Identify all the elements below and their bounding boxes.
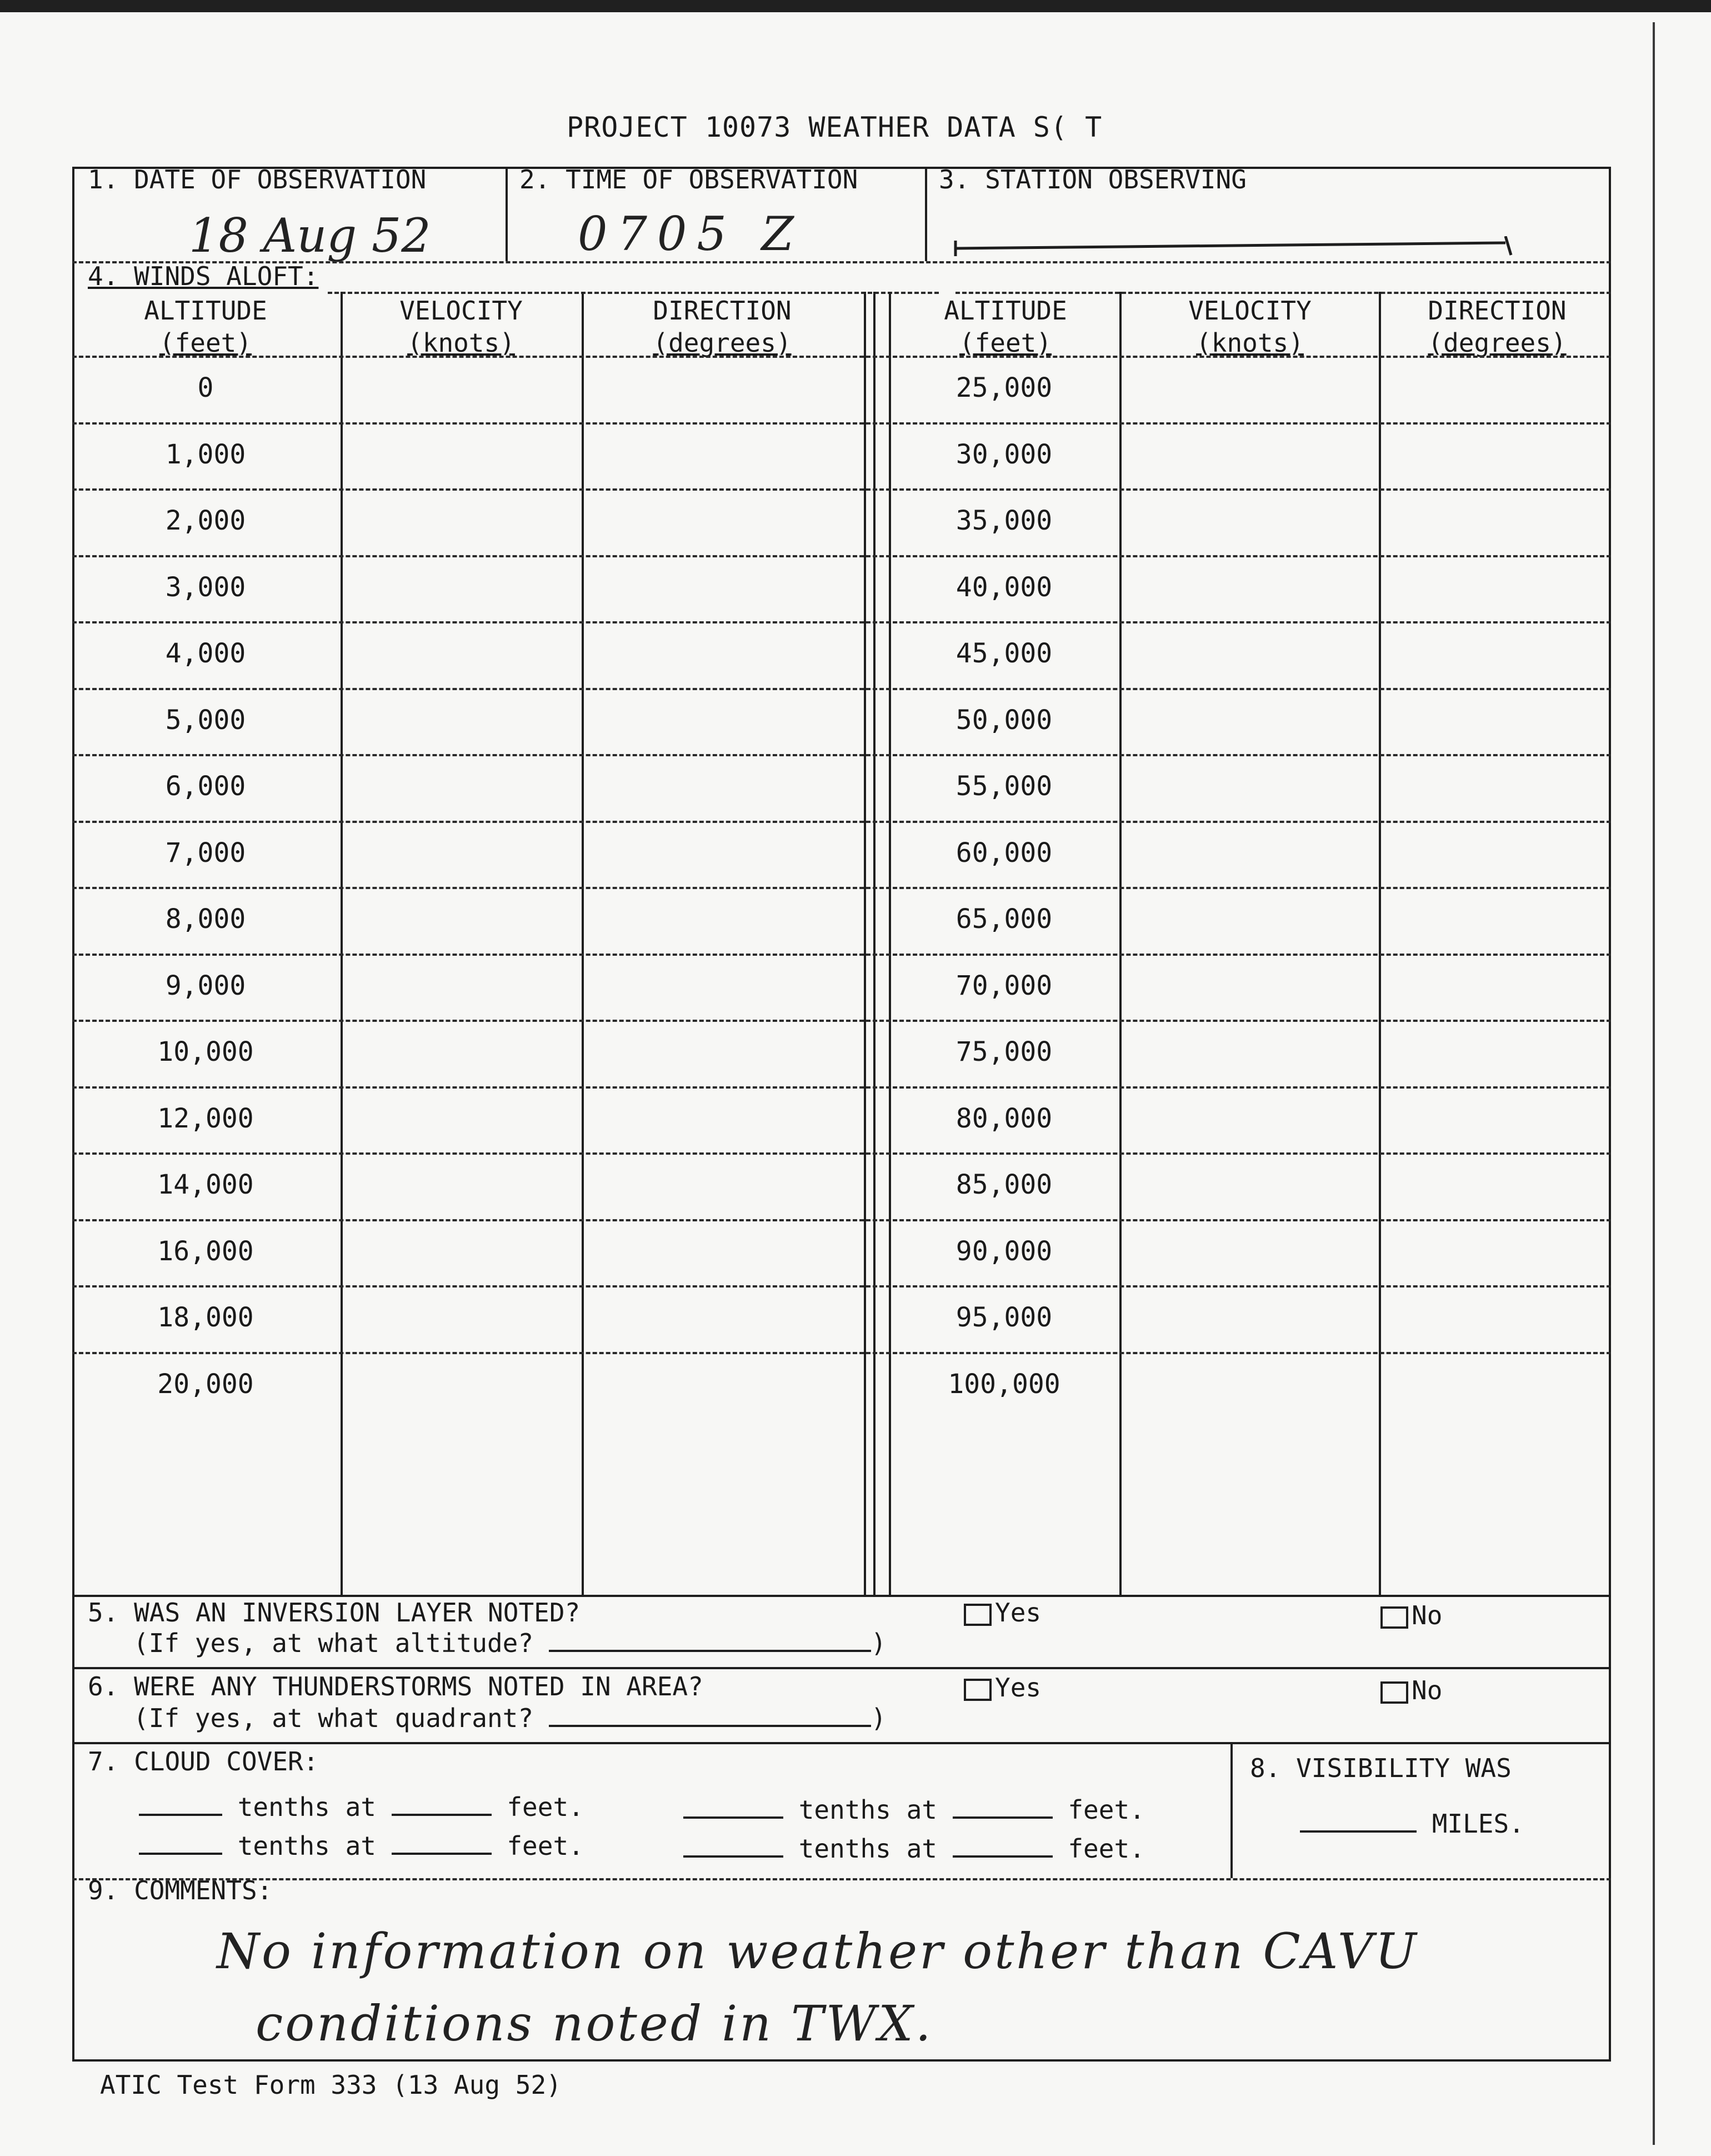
table-row-divider <box>72 1352 1611 1354</box>
right-altitude-cell: 100,000 <box>948 1368 1060 1400</box>
right-altitude-cell: 95,000 <box>955 1302 1053 1333</box>
left-altitude-cell: 3,000 <box>165 571 246 603</box>
table-row-divider <box>72 1219 1611 1221</box>
weather-data-form <box>72 164 1611 2067</box>
table-row-divider <box>72 1020 1611 1022</box>
visibility-label: 8. VISIBILITY WAS <box>1250 1753 1512 1783</box>
right-altitude-unit: (feet) <box>959 328 1052 358</box>
inversion-question: 5. WAS AN INVERSION LAYER NOTED? <box>88 1598 581 1628</box>
table-row-divider <box>72 621 1611 623</box>
left-altitude-header: ALTITUDE <box>144 296 267 326</box>
table-row-divider <box>72 887 1611 889</box>
cloud-row-1-left: tenths at feet. <box>139 1792 584 1822</box>
left-altitude-cell: 7,000 <box>165 837 246 869</box>
left-altitude-cell: 9,000 <box>165 970 246 1001</box>
left-altitude-unit: (feet) <box>159 328 252 358</box>
scan-right-edge <box>1653 22 1655 2145</box>
right-altitude-cell: 80,000 <box>955 1102 1053 1134</box>
right-altitude-cell: 45,000 <box>955 638 1053 669</box>
form-title: PROJECT 10073 WEATHER DATA S( T <box>567 111 1103 143</box>
right-direction-header: DIRECTION <box>1428 296 1567 326</box>
right-altitude-cell: 60,000 <box>955 837 1053 869</box>
left-altitude-cell: 1,000 <box>165 438 246 470</box>
comments-line-1: No information on weather other than CAVU <box>217 1923 1419 1980</box>
right-altitude-cell: 85,000 <box>955 1169 1053 1200</box>
table-row-divider <box>72 422 1611 425</box>
cloud-row-1-right: tenths at feet. <box>683 1795 1145 1825</box>
left-altitude-cell: 0 <box>197 372 214 403</box>
cloud-row-2-left: tenths at feet. <box>139 1831 584 1861</box>
table-row-divider <box>72 356 1611 358</box>
right-altitude-cell: 40,000 <box>955 571 1053 603</box>
visibility-row: MILES. <box>1300 1809 1524 1839</box>
inversion-no-checkbox[interactable] <box>1380 1606 1408 1629</box>
date-label: 1. DATE OF OBSERVATION <box>88 164 427 194</box>
left-altitude-cell: 12,000 <box>157 1102 254 1134</box>
table-row-divider <box>72 954 1611 956</box>
left-altitude-cell: 16,000 <box>157 1235 254 1267</box>
table-row-divider <box>72 488 1611 491</box>
right-altitude-header: ALTITUDE <box>944 296 1067 326</box>
left-altitude-cell: 6,000 <box>165 771 246 802</box>
right-altitude-cell: 30,000 <box>955 438 1053 470</box>
comments-line-2: conditions noted in TWX. <box>256 1995 933 2052</box>
thunderstorm-followup: (If yes, at what quadrant? ) <box>133 1703 887 1733</box>
left-altitude-cell: 5,000 <box>165 704 246 736</box>
left-altitude-cell: 8,000 <box>165 904 246 935</box>
table-row-divider <box>72 688 1611 690</box>
right-altitude-cell: 25,000 <box>955 372 1053 403</box>
left-altitude-cell: 20,000 <box>157 1368 254 1400</box>
left-altitude-cell: 10,000 <box>157 1036 254 1067</box>
table-row-divider <box>72 1285 1611 1287</box>
right-velocity-unit: (knots) <box>1196 328 1304 358</box>
inversion-no-option[interactable]: No <box>1380 1600 1442 1630</box>
cloud-row-2-right: tenths at feet. <box>683 1834 1145 1864</box>
inversion-yes-option[interactable]: Yes <box>964 1598 1041 1628</box>
station-label: 3. STATION OBSERVING <box>939 164 1247 194</box>
table-row-divider <box>72 754 1611 756</box>
scan-top-border <box>0 0 1711 12</box>
thunderstorm-yes-checkbox[interactable] <box>964 1679 992 1701</box>
left-direction-unit: (degrees) <box>653 328 792 358</box>
right-velocity-header: VELOCITY <box>1188 296 1312 326</box>
left-altitude-cell: 14,000 <box>157 1169 254 1200</box>
left-altitude-cell: 4,000 <box>165 638 246 669</box>
left-altitude-cell: 18,000 <box>157 1302 254 1333</box>
left-velocity-unit: (knots) <box>407 328 515 358</box>
time-label: 2. TIME OF OBSERVATION <box>519 164 858 194</box>
right-altitude-cell: 35,000 <box>955 505 1053 536</box>
form-footer: ATIC Test Form 333 (13 Aug 52) <box>100 2070 562 2100</box>
inversion-followup: (If yes, at what altitude? ) <box>133 1628 887 1658</box>
right-altitude-cell: 70,000 <box>955 970 1053 1001</box>
right-altitude-cell: 90,000 <box>955 1235 1053 1267</box>
thunderstorm-no-checkbox[interactable] <box>1380 1681 1408 1704</box>
left-velocity-header: VELOCITY <box>399 296 523 326</box>
thunderstorm-yes-option[interactable]: Yes <box>964 1673 1041 1703</box>
comments-label: 9. COMMENTS: <box>88 1875 273 1905</box>
time-value: 0705 Z <box>578 207 804 261</box>
table-row-divider <box>72 555 1611 557</box>
thunderstorm-question: 6. WERE ANY THUNDERSTORMS NOTED IN AREA? <box>88 1671 703 1701</box>
cloud-cover-label: 7. CLOUD COVER: <box>88 1746 319 1776</box>
right-direction-unit: (degrees) <box>1428 328 1567 358</box>
station-arrow <box>950 236 1533 258</box>
right-altitude-cell: 75,000 <box>955 1036 1053 1067</box>
date-value: 18 Aug 52 <box>189 208 431 263</box>
left-altitude-cell: 2,000 <box>165 505 246 536</box>
table-row-divider <box>72 821 1611 823</box>
inversion-yes-checkbox[interactable] <box>964 1604 992 1626</box>
thunderstorm-no-option[interactable]: No <box>1380 1675 1442 1705</box>
table-row-divider <box>72 1152 1611 1155</box>
left-direction-header: DIRECTION <box>653 296 792 326</box>
right-altitude-cell: 50,000 <box>955 704 1053 736</box>
table-row-divider <box>72 1086 1611 1089</box>
right-altitude-cell: 65,000 <box>955 904 1053 935</box>
right-altitude-cell: 55,000 <box>955 771 1053 802</box>
winds-label: 4. WINDS ALOFT: <box>88 261 319 291</box>
